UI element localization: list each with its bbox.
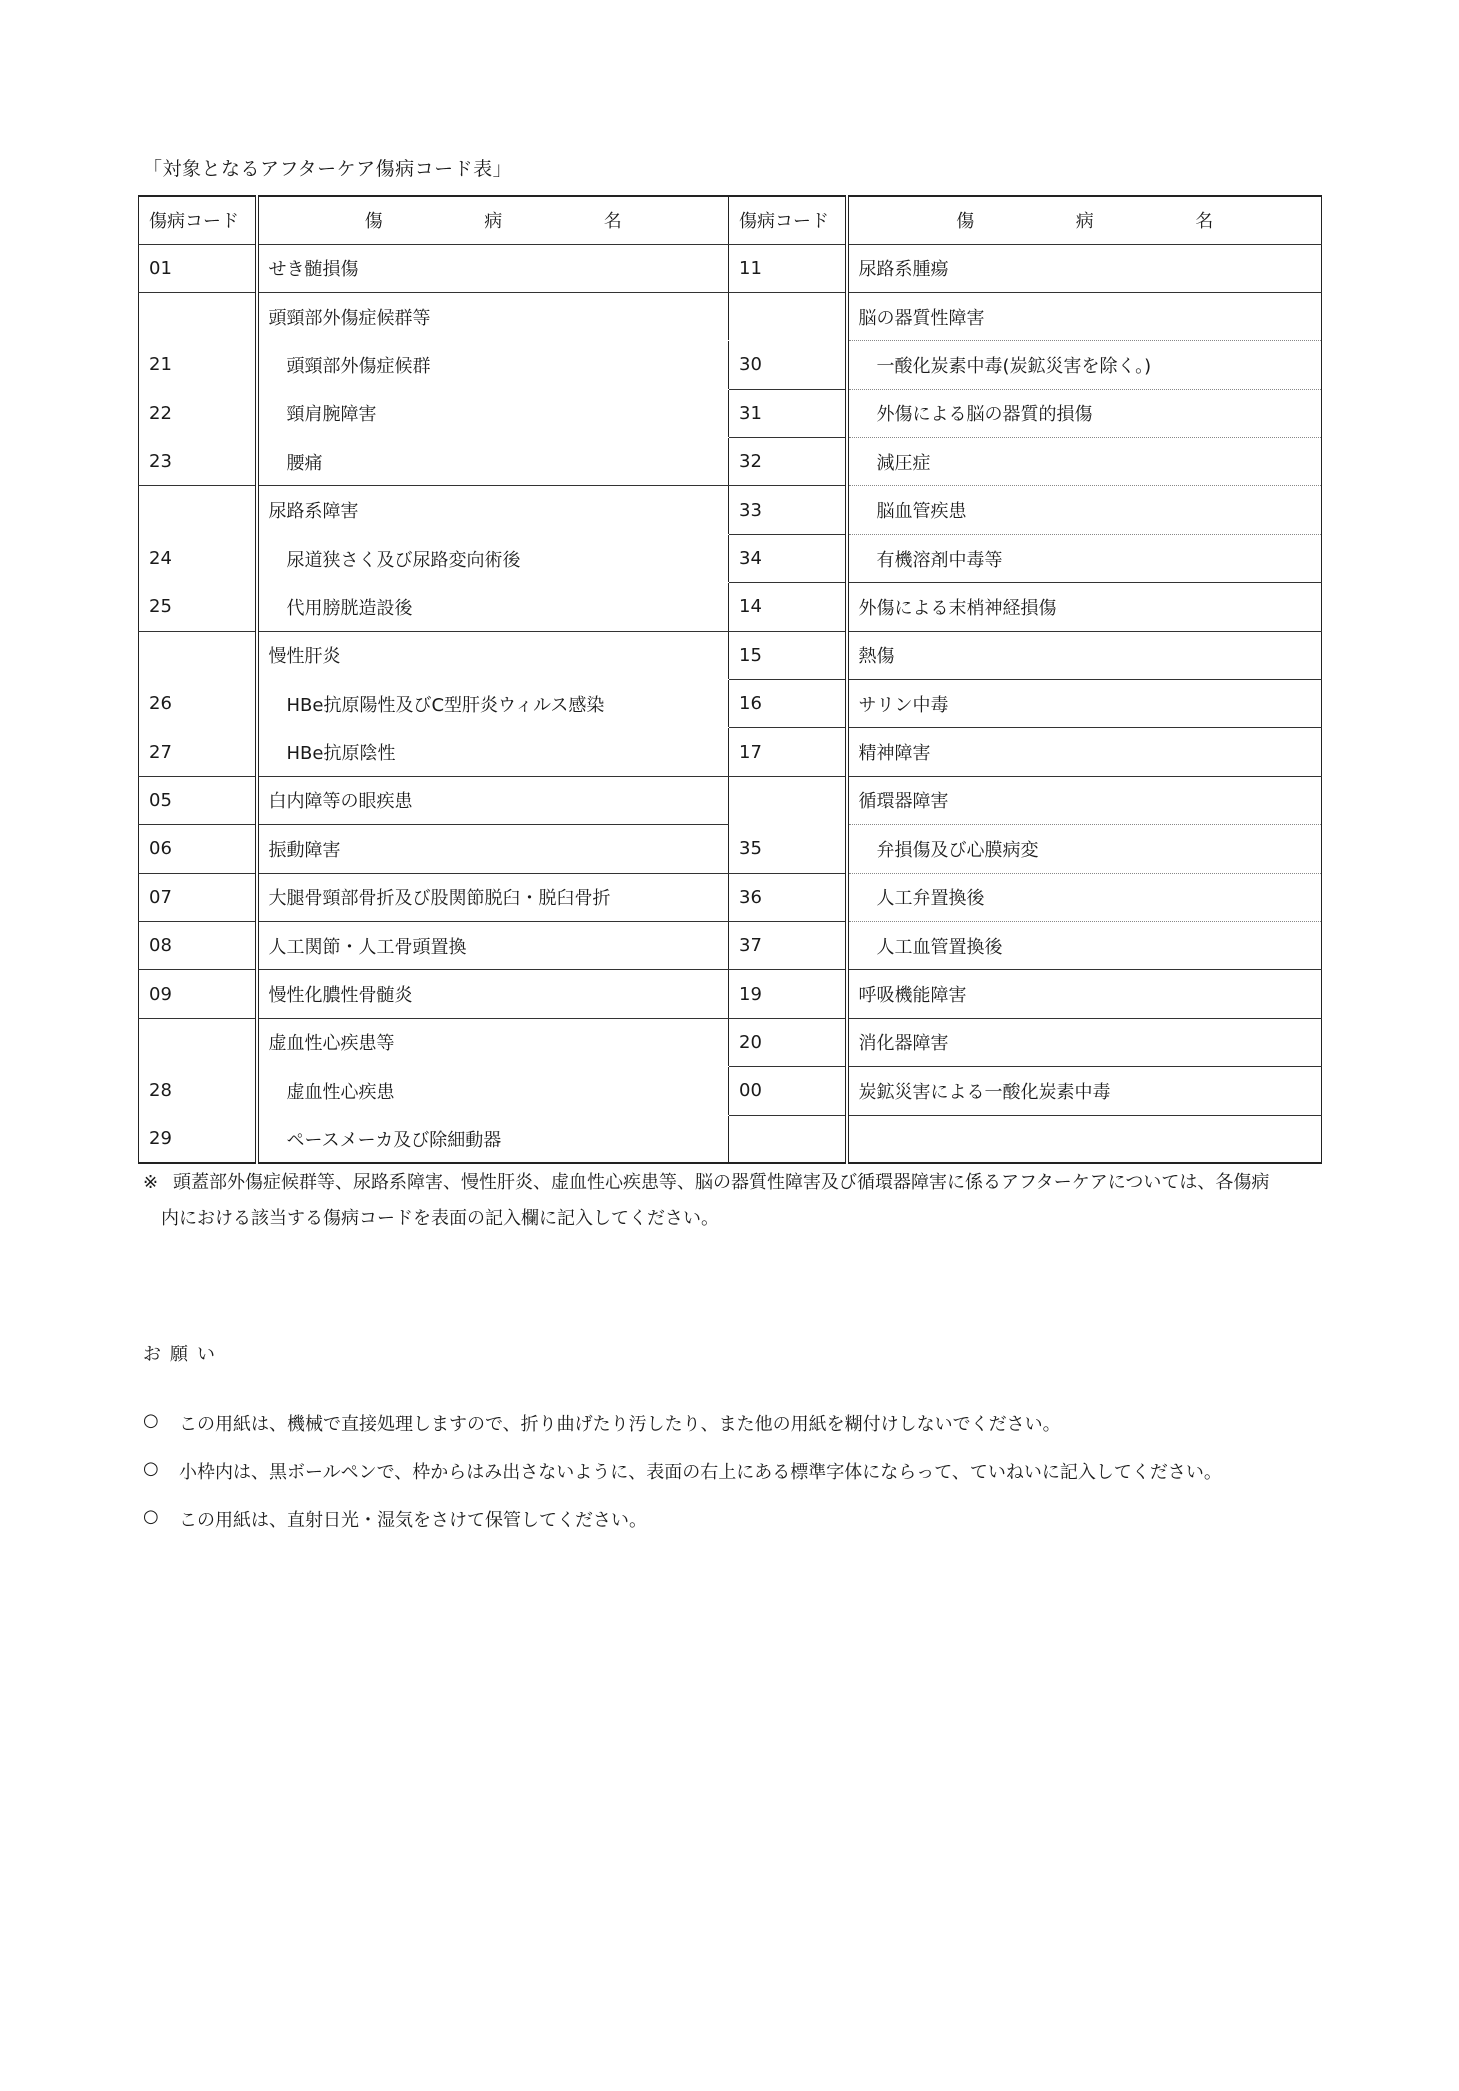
name-cell-left: 頭頸部外傷症候群等 — [257, 292, 729, 340]
code-cell-left: 22 — [139, 389, 257, 437]
table-row — [139, 244, 1322, 292]
code-cell-left: 26 — [139, 680, 257, 728]
header-name-char: 名 — [603, 211, 622, 233]
table-row — [139, 728, 1322, 776]
table-row — [139, 1018, 1322, 1066]
name-cell-right: 外傷による脳の器質的損傷 — [847, 389, 1322, 437]
code-cell-right — [729, 1115, 847, 1163]
code-cell-left — [139, 486, 257, 534]
circle-bullet-icon: ○ — [143, 1410, 159, 1431]
code-cell-right: 15 — [729, 631, 847, 679]
name-cell-left: 頭頸部外傷症候群 — [257, 341, 729, 389]
table-row — [139, 534, 1322, 582]
name-cell-right: 炭鉱災害による一酸化炭素中毒 — [847, 1067, 1322, 1115]
code-cell-right: 17 — [729, 728, 847, 776]
circle-bullet-icon: ○ — [143, 1506, 159, 1527]
table-row — [139, 1115, 1322, 1163]
name-cell-right: サリン中毒 — [847, 680, 1322, 728]
name-cell-right: 呼吸機能障害 — [847, 970, 1322, 1018]
name-cell-right: 減圧症 — [847, 438, 1322, 486]
table-row — [139, 921, 1322, 969]
header-code-right: 傷病コード — [729, 196, 847, 244]
name-cell-left: 人工関節・人工骨頭置換 — [257, 921, 729, 969]
name-cell-left: HBe抗原陰性 — [257, 728, 729, 776]
request-heading: お願い — [143, 1344, 224, 1365]
request-text: この用紙は、直射日光・湿気をさけて保管してください。 — [179, 1510, 647, 1531]
table-row — [139, 970, 1322, 1018]
code-cell-left: 29 — [139, 1115, 257, 1163]
request-text: この用紙は、機械で直接処理しますので、折り曲げたり汚したり、また他の用紙を糊付けしないでください。 — [179, 1414, 1061, 1435]
name-cell-right: 弁損傷及び心膜病変 — [847, 825, 1322, 873]
name-cell-right: 外傷による末梢神経損傷 — [847, 583, 1322, 631]
code-cell-right: 32 — [729, 438, 847, 486]
code-cell-right: 19 — [729, 970, 847, 1018]
code-cell-right — [729, 776, 847, 824]
code-cell-right: 11 — [729, 244, 847, 292]
name-cell-left: 振動障害 — [257, 825, 729, 873]
header-name-char: 病 — [484, 211, 503, 233]
table-row — [139, 825, 1322, 873]
code-cell-right: 34 — [729, 534, 847, 582]
name-cell-right: 消化器障害 — [847, 1018, 1322, 1066]
name-cell-left: 虚血性心疾患等 — [257, 1018, 729, 1066]
header-name-char: 傷 — [364, 211, 383, 233]
code-cell-left — [139, 1018, 257, 1066]
code-cell-right: 00 — [729, 1067, 847, 1115]
code-cell-left: 24 — [139, 534, 257, 582]
name-cell-right — [847, 1115, 1322, 1163]
table-row — [139, 389, 1322, 437]
table-row — [139, 486, 1322, 534]
name-cell-right: 有機溶剤中毒等 — [847, 534, 1322, 582]
table-row — [139, 1067, 1322, 1115]
name-cell-right: 尿路系腫瘍 — [847, 244, 1322, 292]
code-cell-right: 33 — [729, 486, 847, 534]
table-footnote — [143, 1165, 1323, 1237]
name-cell-left: 白内障等の眼疾患 — [257, 776, 729, 824]
table-row — [139, 438, 1322, 486]
request-list — [143, 1410, 1222, 1554]
table-row — [139, 680, 1322, 728]
code-cell-right — [729, 292, 847, 340]
footnote-line-2: 内における該当する傷病コードを表面の記入欄に記入してください。 — [161, 1208, 719, 1229]
code-cell-left: 07 — [139, 873, 257, 921]
name-cell-left: 代用膀胱造設後 — [257, 583, 729, 631]
name-cell-right: 人工弁置換後 — [847, 873, 1322, 921]
code-cell-right: 35 — [729, 825, 847, 873]
table-row — [139, 292, 1322, 340]
name-cell-right: 一酸化炭素中毒(炭鉱災害を除く。) — [847, 341, 1322, 389]
name-cell-right: 人工血管置換後 — [847, 921, 1322, 969]
table-row — [139, 631, 1322, 679]
code-cell-right: 36 — [729, 873, 847, 921]
header-name-char: 病 — [1075, 211, 1094, 233]
request-item — [143, 1410, 1222, 1458]
name-cell-left: 慢性化膿性骨髄炎 — [257, 970, 729, 1018]
name-cell-left: ペースメーカ及び除細動器 — [257, 1115, 729, 1163]
name-cell-left: 腰痛 — [257, 438, 729, 486]
code-cell-right: 14 — [729, 583, 847, 631]
header-name-char: 名 — [1195, 211, 1214, 233]
code-cell-right: 37 — [729, 921, 847, 969]
name-cell-left: 虚血性心疾患 — [257, 1067, 729, 1115]
code-cell-left: 05 — [139, 776, 257, 824]
name-cell-left: 尿道狭さく及び尿路変向術後 — [257, 534, 729, 582]
name-cell-left: 慢性肝炎 — [257, 631, 729, 679]
table-row — [139, 776, 1322, 824]
injury-code-table — [138, 195, 1322, 1164]
header-code-left: 傷病コード — [139, 196, 257, 244]
code-cell-right: 30 — [729, 341, 847, 389]
table-row — [139, 873, 1322, 921]
name-cell-left: 尿路系障害 — [257, 486, 729, 534]
code-cell-right: 16 — [729, 680, 847, 728]
name-cell-right: 循環器障害 — [847, 776, 1322, 824]
name-cell-right: 精神障害 — [847, 728, 1322, 776]
code-cell-left: 08 — [139, 921, 257, 969]
code-cell-left: 27 — [139, 728, 257, 776]
table-row — [139, 583, 1322, 631]
name-cell-right: 脳の器質性障害 — [847, 292, 1322, 340]
table-row — [139, 341, 1322, 389]
header-name-right — [847, 196, 1322, 244]
request-item — [143, 1506, 1222, 1554]
name-cell-right: 熱傷 — [847, 631, 1322, 679]
table-header-row — [139, 196, 1322, 244]
table-title: 「対象となるアフターケア傷病コード表」 — [143, 158, 513, 180]
name-cell-left: HBe抗原陽性及びC型肝炎ウィルス感染 — [257, 680, 729, 728]
name-cell-left: せき髄損傷 — [257, 244, 729, 292]
code-cell-right: 31 — [729, 389, 847, 437]
request-text: 小枠内は、黒ボールペンで、枠からはみ出さないように、表面の右上にある標準字体にならって、ていねいに記入してください。 — [179, 1462, 1222, 1483]
name-cell-right: 脳血管疾患 — [847, 486, 1322, 534]
code-cell-left — [139, 631, 257, 679]
name-cell-left: 頸肩腕障害 — [257, 389, 729, 437]
code-cell-left: 01 — [139, 244, 257, 292]
name-cell-left: 大腿骨頸部骨折及び股関節脱臼・脱臼骨折 — [257, 873, 729, 921]
code-cell-left: 06 — [139, 825, 257, 873]
header-name-left — [257, 196, 729, 244]
code-cell-right: 20 — [729, 1018, 847, 1066]
code-cell-left: 28 — [139, 1067, 257, 1115]
code-cell-left — [139, 292, 257, 340]
request-item — [143, 1458, 1222, 1506]
code-cell-left: 21 — [139, 341, 257, 389]
code-cell-left: 09 — [139, 970, 257, 1018]
code-cell-left: 23 — [139, 438, 257, 486]
code-cell-left: 25 — [139, 583, 257, 631]
footnote-mark: ※ — [143, 1172, 159, 1193]
circle-bullet-icon: ○ — [143, 1458, 159, 1479]
footnote-line-1: 頭蓋部外傷症候群等、尿路系障害、慢性肝炎、虚血性心疾患等、脳の器質性障害及び循環器障害に係るアフターケアについては、各傷病 — [173, 1172, 1270, 1193]
header-name-char: 傷 — [956, 211, 975, 233]
